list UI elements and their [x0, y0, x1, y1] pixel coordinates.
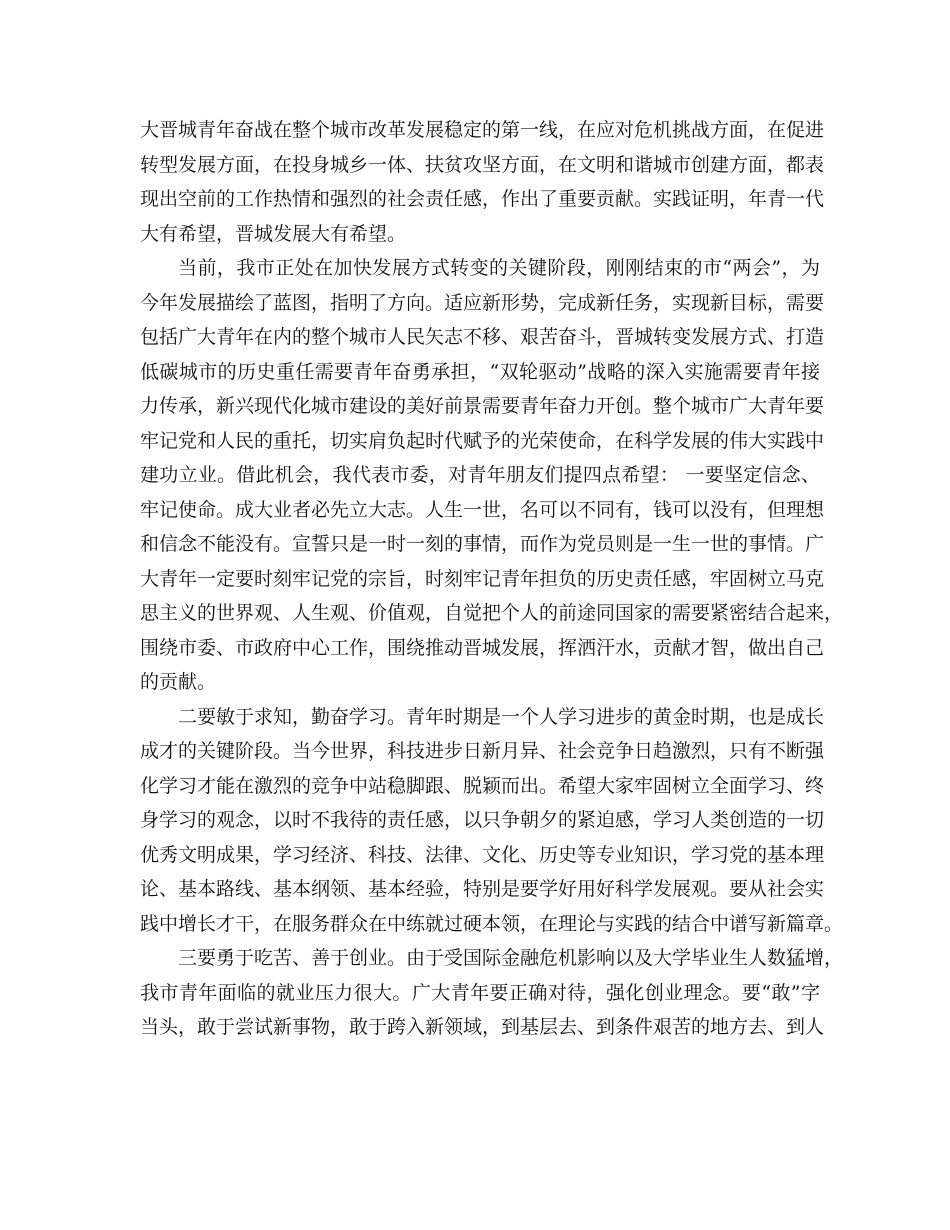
text-line: 和信念不能没有。宣誓只是一时一刻的事情，而作为党员则是一生一世的事情。广: [140, 533, 825, 555]
text-line: 成才的关键阶段。当今世界，科技进步日新月异、社会竞争日趋激烈，只有不断强: [140, 740, 825, 762]
text-line: 牢记使命。成大业者必先立大志。人生一世，名可以不同有，钱可以没有，但理想: [140, 498, 825, 521]
document-page: [140, 113, 844, 1045]
paragraph: [140, 251, 844, 700]
text-line: 牢记党和人民的重托，切实肩负起时代赋予的光荣使命，在科学发展的伟大实践中: [140, 429, 825, 452]
text-line: 大有希望，晋城发展大有希望。: [140, 222, 407, 245]
text-line: 围绕市委、市政府中心工作，围绕推动晋城发展，挥洒汗水，贡献才智，做出自己: [140, 636, 825, 659]
paragraph: [140, 113, 825, 251]
text-line: 论、基本路线、基本纲领、基本经验，特别是要学好用好科学发展观。要从社会实: [140, 878, 825, 900]
text-line: 低碳城市的历史重任需要青年奋勇承担，“双轮驱动”战略的深入实施需要青年接: [140, 360, 820, 383]
text-line: 践中增长才干，在服务群众在中练就过硬本领，在理论与实践的结合中谱写新篇章。: [140, 912, 844, 935]
text-line: 思主义的世界观、人生观、价值观，自觉把个人的前途同国家的需要紧密结合起来，: [140, 602, 844, 624]
text-line: 大晋城青年奋战在整个城市改革发展稳定的第一线，在应对危机挑战方面，在促进: [140, 119, 825, 141]
text-line: 化学习才能在激烈的竞争中站稳脚跟、脱颖而出。希望大家牢固树立全面学习、终: [140, 774, 825, 797]
text-line: 包括广大青年在内的整个城市人民矢志不移、艰苦奋斗，晋城转变发展方式、打造: [140, 326, 825, 348]
text-line: 建功立业。借此机会，我代表市委，对青年朋友们提四点希望： 一要坚定信念、: [140, 464, 820, 486]
text-line: 我市青年面临的就业压力很大。广大青年要正确对待，强化创业理念。要“敢”字: [140, 981, 820, 1004]
text-line: 优秀文明成果，学习经济、科技、法律、文化、历史等专业知识，学习党的基本理: [140, 843, 825, 866]
text-line: 三要勇于吃苦、善于创业。由于受国际金融危机影响以及大学毕业生人数猛增，: [178, 947, 844, 969]
text-line: 身学习的观念，以时不我待的责任感，以只争朝夕的紧迫感，学习人类创造的一切: [140, 809, 825, 831]
text-line: 转型发展方面，在投身城乡一体、扶贫攻坚方面，在文明和谐城市创建方面，都表: [140, 153, 825, 176]
text-line: 当前，我市正处在加快发展方式转变的关键阶段，刚刚结束的市“两会”，为: [178, 257, 820, 279]
text-line: 今年发展描绘了蓝图，指明了方向。适应新形势，完成新任务，实现新目标，需要: [140, 291, 825, 314]
text-line: 当头，敢于尝试新事物，敢于跨入新领域，到基层去、到条件艰苦的地方去、到人: [140, 1016, 825, 1038]
text-line: 二要敏于求知，勤奋学习。青年时期是一个人学习进步的黄金时期，也是成长: [178, 705, 825, 728]
text-line: 大青年一定要时刻牢记党的宗旨，时刻牢记青年担负的历史责任感，牢固树立马克: [140, 567, 825, 590]
text-line: 现出空前的工作热情和强烈的社会责任感，作出了重要贡献。实践证明，年青一代: [140, 188, 825, 210]
paragraph: [140, 700, 844, 942]
text-line: 力传承，新兴现代化城市建设的美好前景需要青年奋力开创。整个城市广大青年要: [140, 395, 825, 417]
text-line: 的贡献。: [140, 671, 217, 693]
paragraph: [140, 941, 844, 1045]
